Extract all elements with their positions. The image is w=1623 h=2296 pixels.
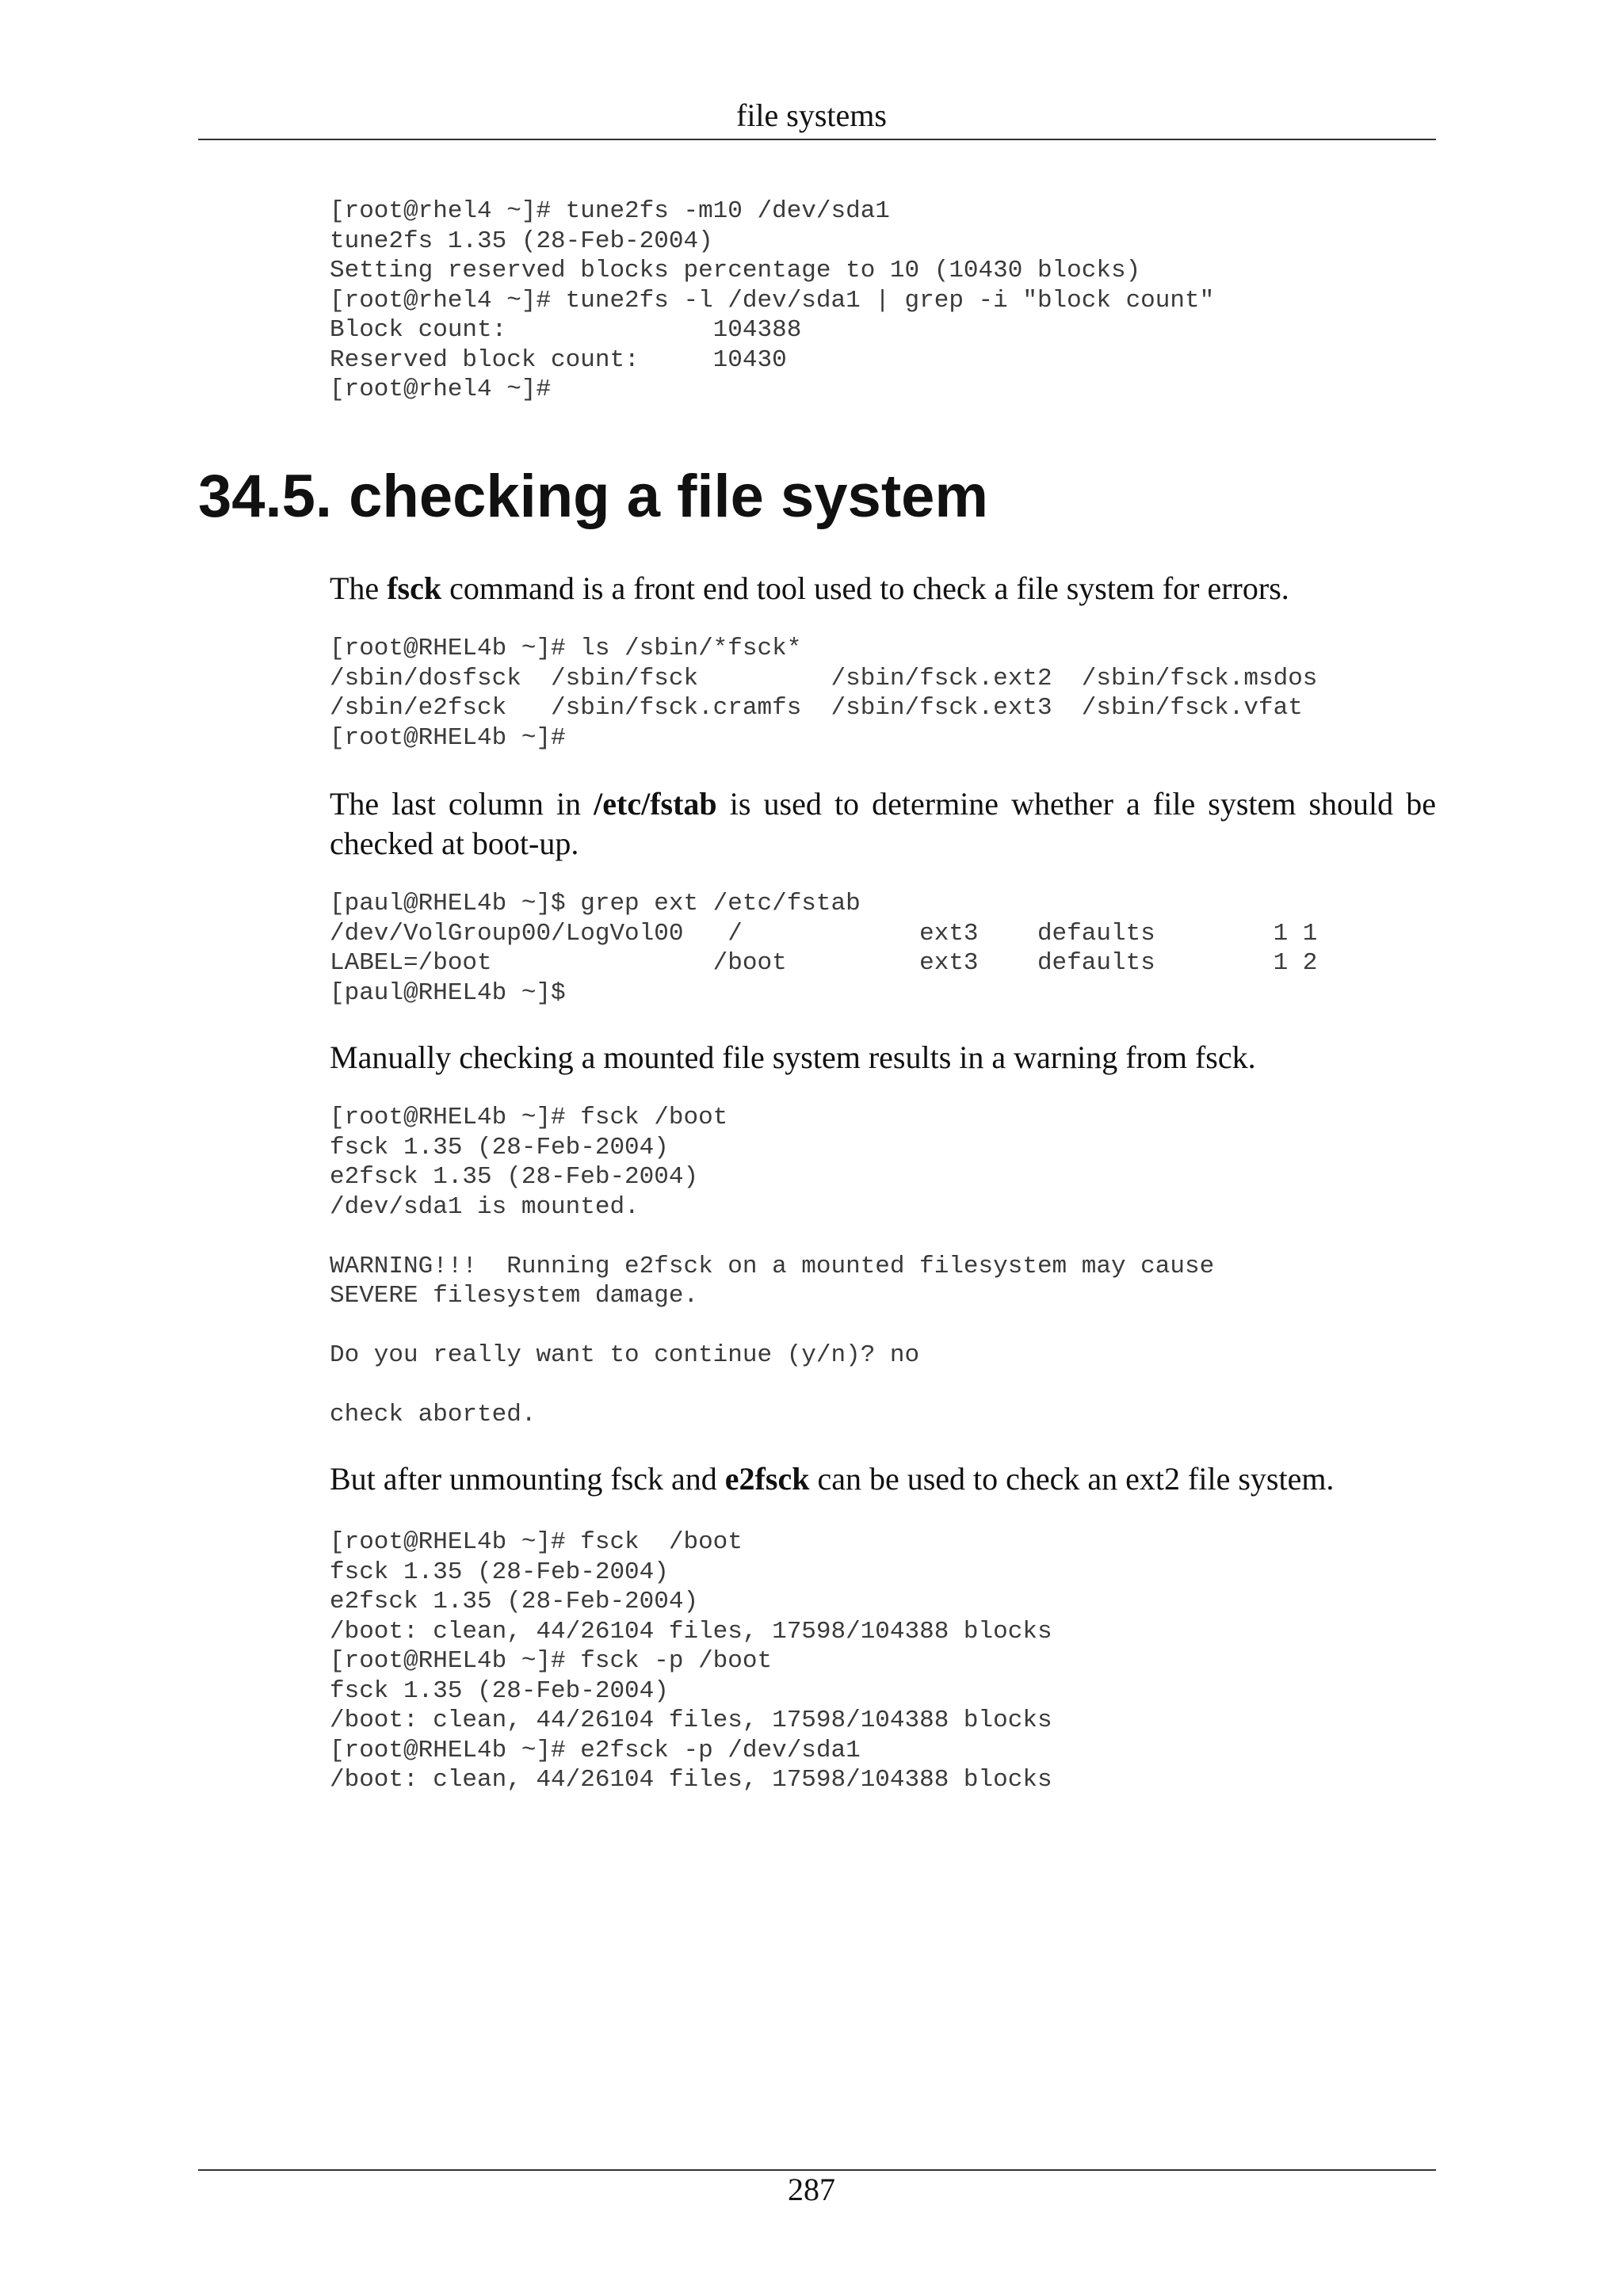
code-line: LABEL=/boot /boot ext3 defaults 1 2 [330, 949, 1318, 977]
code-line: check aborted. [330, 1401, 537, 1428]
code-line: WARNING!!! Running e2fsck on a mounted filesystem may cause [330, 1252, 1215, 1280]
code-line: tune2fs 1.35 (28-Feb-2004) [330, 227, 713, 255]
code-line: fsck 1.35 (28-Feb-2004) [330, 1133, 669, 1161]
code-line: fsck 1.35 (28-Feb-2004) [330, 1676, 669, 1705]
code-line: Do you really want to continue (y/n)? no [330, 1341, 920, 1369]
code-block-ls-fsck [330, 634, 1317, 753]
paragraph-bold-term: e2fsck [724, 1461, 810, 1497]
code-line: [paul@RHEL4b ~]$ grep ext /etc/fstab [330, 890, 861, 917]
header-rule [198, 139, 1436, 140]
code-line: fsck 1.35 (28-Feb-2004) [330, 1558, 669, 1586]
code-line: [root@RHEL4b ~]# fsck /boot [330, 1104, 728, 1131]
code-block-fsck-clean [330, 1527, 1052, 1795]
code-line: [root@RHEL4b ~]# e2fsck -p /dev/sda1 [330, 1736, 861, 1764]
code-line: SEVERE filesystem damage. [330, 1282, 699, 1310]
code-line: /boot: clean, 44/26104 files, 17598/104388 blocks [330, 1707, 1052, 1734]
code-block-tune2fs [330, 196, 1214, 405]
code-line: [root@RHEL4b ~]# [330, 723, 566, 752]
section-heading: 34.5. checking a file system [198, 463, 988, 530]
code-line: /dev/sda1 is mounted. [330, 1192, 640, 1221]
paragraph-unmounted [330, 1459, 1436, 1499]
paragraph-text: can be used to check an ext2 file system. [809, 1461, 1335, 1497]
code-line: Block count: 104388 [330, 316, 802, 344]
paragraph-text: is used to determine whether a file system should be checked at boot-up. [330, 786, 1437, 861]
paragraph-fstab [330, 784, 1436, 864]
code-line: e2fsck 1.35 (28-Feb-2004) [330, 1588, 699, 1615]
code-block-grep-fstab [330, 889, 1317, 1008]
code-line: [root@rhel4 ~]# tune2fs -m10 /dev/sda1 [330, 197, 890, 225]
code-line: [root@rhel4 ~]# tune2fs -l /dev/sda1 | grep -i "block count" [330, 286, 1215, 315]
paragraph-bold-term: /etc/fstab [594, 786, 717, 822]
running-header: file systems [736, 97, 887, 133]
code-line: [paul@RHEL4b ~]$ [330, 978, 566, 1007]
code-line: e2fsck 1.35 (28-Feb-2004) [330, 1163, 699, 1191]
code-line: [root@rhel4 ~]# [330, 376, 552, 403]
code-line: /sbin/e2fsck /sbin/fsck.cramfs /sbin/fsck.ext3 /sbin/fsck.vfat [330, 694, 1303, 722]
paragraph-bold-term: fsck [387, 570, 442, 606]
code-line: [root@RHEL4b ~]# fsck -p /boot [330, 1647, 773, 1675]
code-line: /boot: clean, 44/26104 files, 17598/104388 blocks [330, 1766, 1052, 1794]
paragraph-mounted-warning: Manually checking a mounted file system results in a warning from fsck. [330, 1039, 1256, 1075]
code-line: /sbin/dosfsck /sbin/fsck /sbin/fsck.ext2 /sbin/fsck.msdos [330, 664, 1318, 692]
page-number: 287 [788, 2172, 835, 2207]
code-line: /dev/VolGroup00/LogVol00 / ext3 defaults 1 1 [330, 919, 1318, 948]
paragraph-fsck-intro [330, 569, 1436, 608]
paragraph-text: command is a front end tool used to check a file system for errors. [441, 570, 1289, 606]
paragraph-text: The [330, 570, 388, 606]
code-line: Setting reserved blocks percentage to 10 (10430 blocks) [330, 257, 1141, 284]
code-line: /boot: clean, 44/26104 files, 17598/104388 blocks [330, 1617, 1052, 1646]
code-line: [root@RHEL4b ~]# ls /sbin/*fsck* [330, 635, 802, 662]
paragraph-text: But after unmounting fsck and [330, 1461, 725, 1497]
code-line: Reserved block count: 10430 [330, 345, 787, 374]
code-line: [root@RHEL4b ~]# fsck /boot [330, 1528, 743, 1556]
code-block-fsck-mounted [330, 1103, 1214, 1430]
paragraph-text: The last column in [330, 786, 594, 822]
